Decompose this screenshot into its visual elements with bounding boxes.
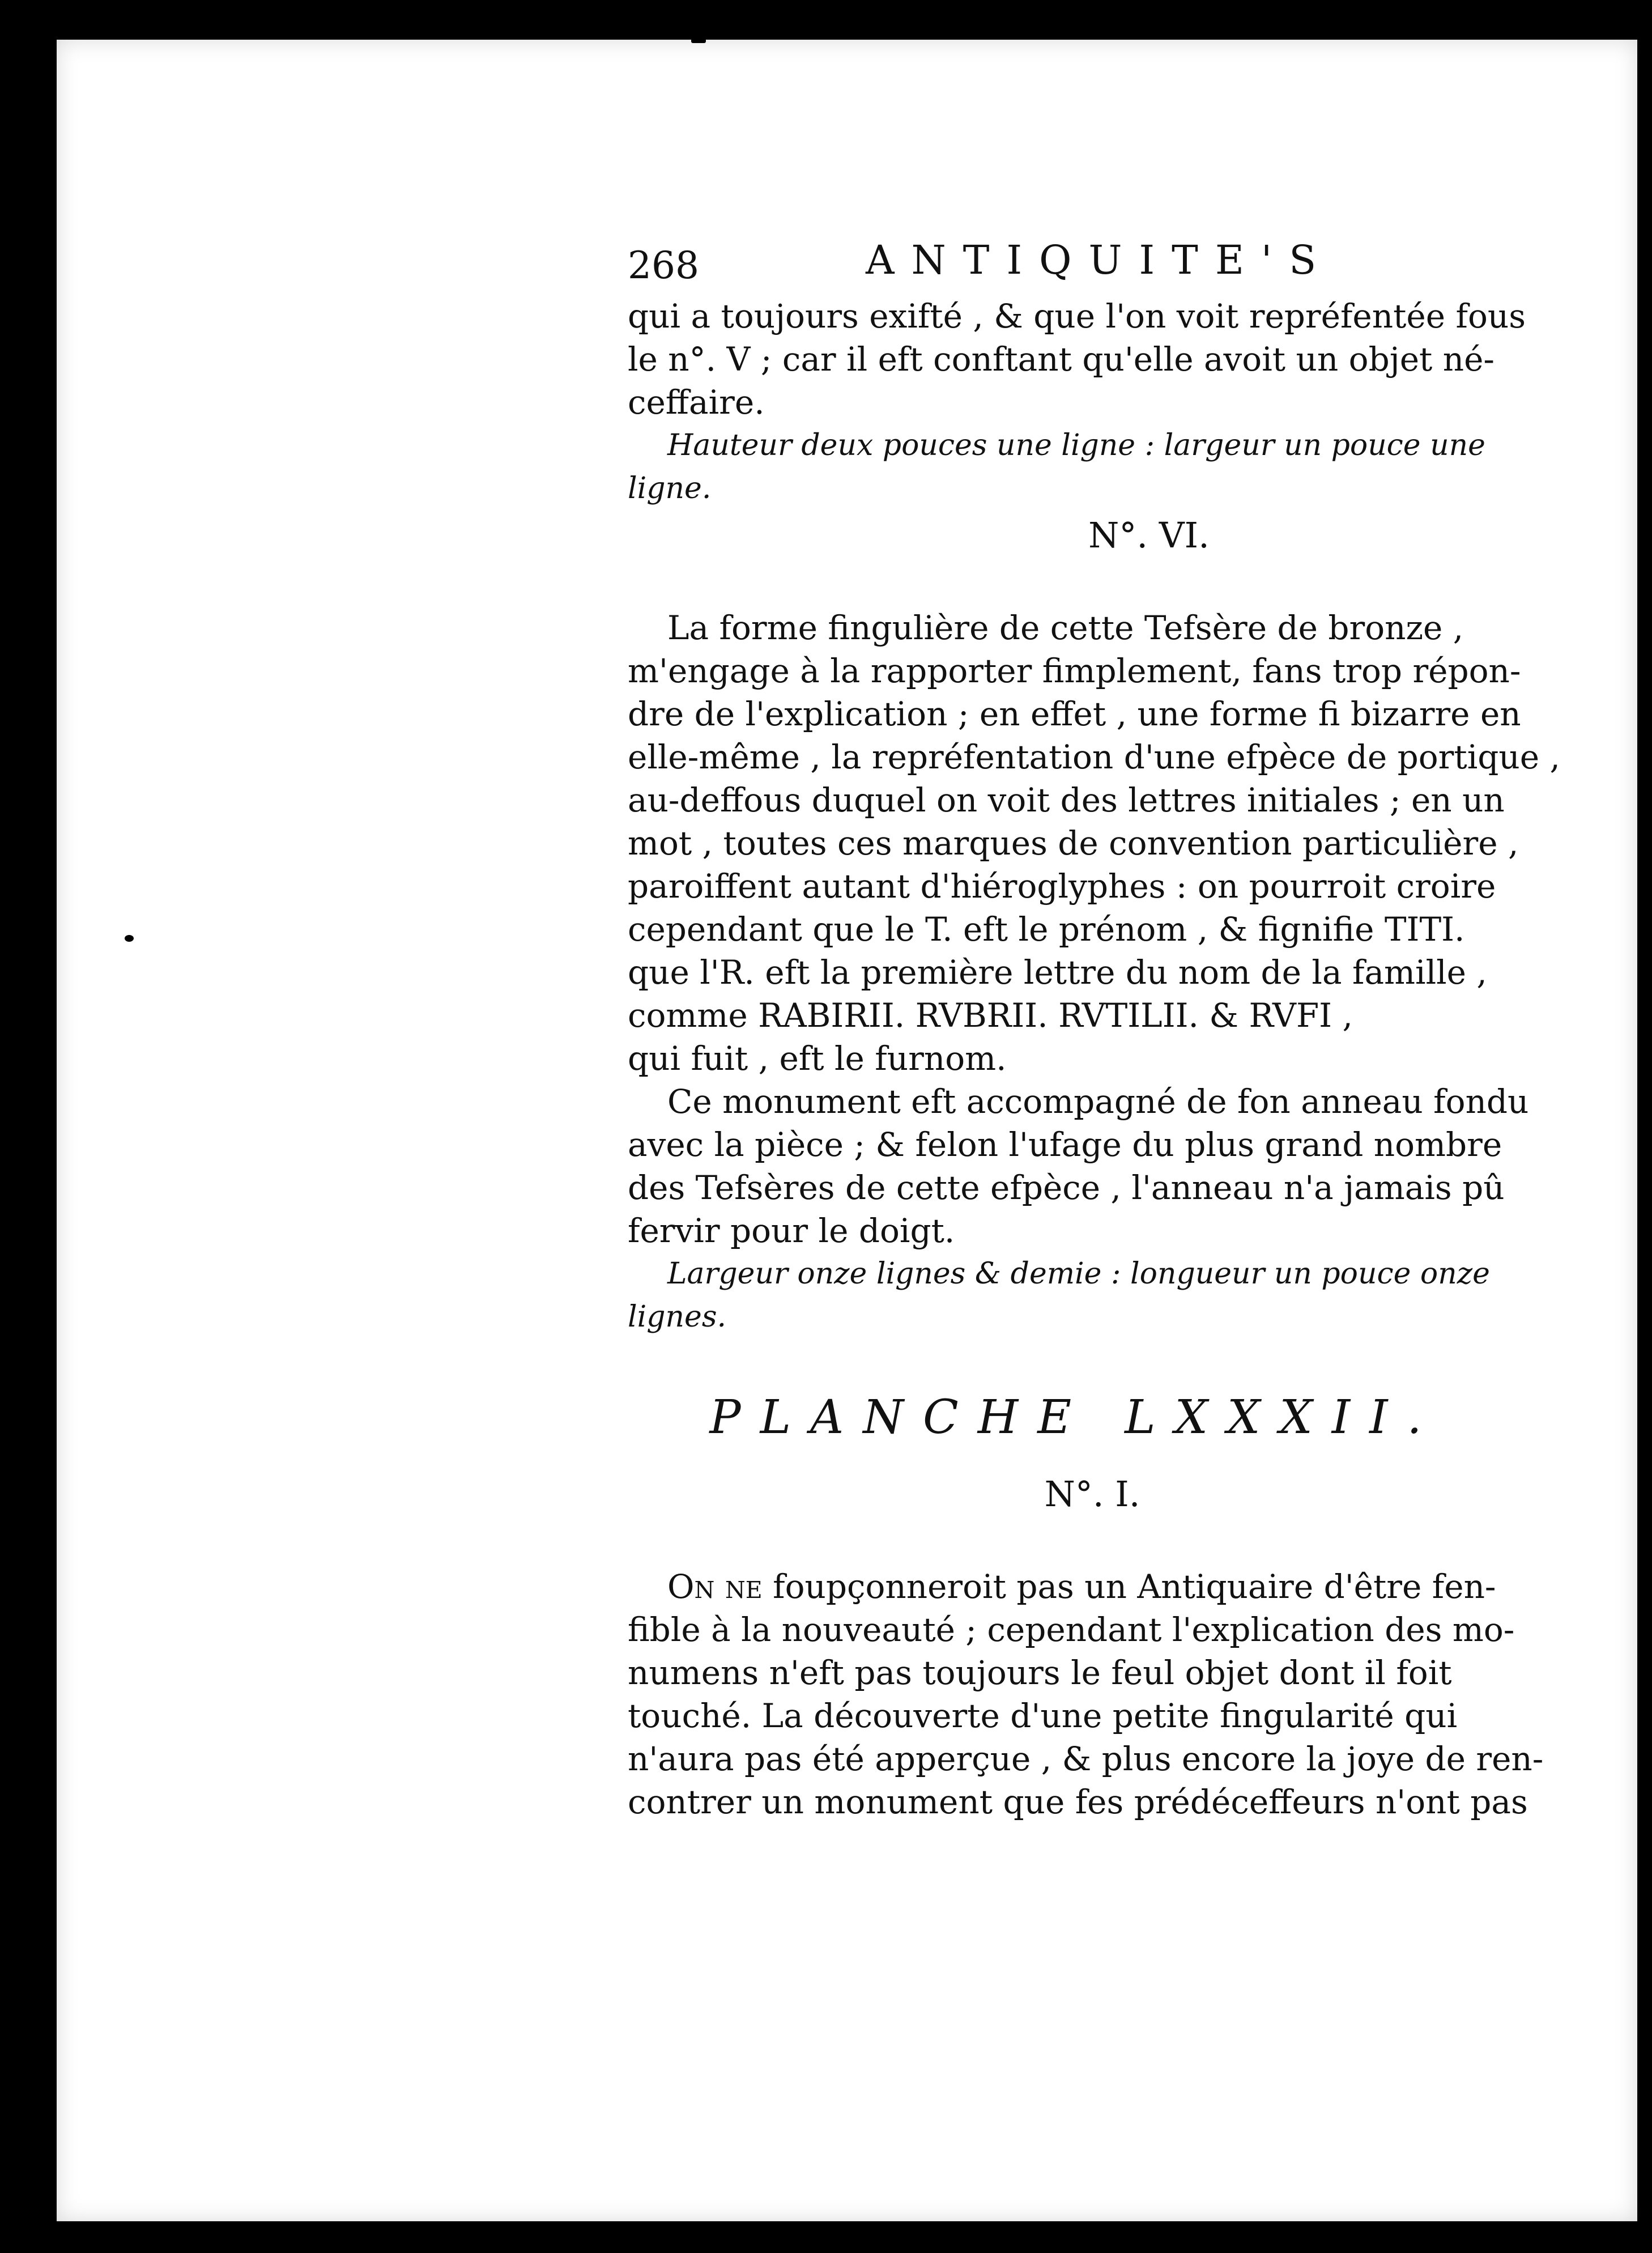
section-vi-paragraph-1 — [628, 606, 1560, 1080]
text-line: contrer un monument que fes prédéceffeurs n'ont pas — [628, 1783, 1528, 1821]
section-heading-vi: N°. VI. — [1088, 515, 1210, 556]
text-block — [628, 232, 1560, 1823]
book-page — [57, 40, 1637, 2221]
text-line: ceffaire. — [628, 383, 765, 422]
text-line: paroiffent autant d'hiéroglyphes : on pourroit croire — [628, 867, 1496, 906]
text-line: au-deffous duquel on voit des lettres initiales ; en un — [628, 781, 1505, 819]
page-number: 268 — [628, 244, 699, 287]
running-title: ANTIQUITE'S — [866, 237, 1334, 283]
text-line: qui a toujours exifté , & que l'on voit repréfentée fous — [628, 297, 1526, 335]
text-line: Ce monument eft accompagné de fon anneau fondu — [667, 1082, 1529, 1121]
ink-speck — [125, 935, 134, 942]
text-line-rest: foupçonneroit pas un Antiquaire d'être fen- — [762, 1567, 1496, 1606]
caption-dimensions-v — [628, 424, 1523, 510]
caption-line: ligne. — [628, 471, 712, 505]
lead-words: On ne — [667, 1567, 763, 1606]
text-line: numens n'eft pas toujours le feul objet dont il foit — [628, 1653, 1452, 1692]
text-line: mot , toutes ces marques de convention particulière , — [628, 824, 1519, 862]
text-line: comme RABIRII. RVBRII. RVTILII. & RVFI , — [628, 996, 1353, 1035]
top-paragraph — [628, 295, 1526, 424]
section-vi-paragraph-2 — [628, 1080, 1529, 1252]
caption-line: Hauteur deux pouces une ligne : largeur un pouce une — [667, 428, 1485, 462]
text-line — [628, 1565, 1523, 1608]
text-line: des Tefsères de cette efpèce , l'anneau n'a jamais pû — [628, 1168, 1505, 1207]
text-line: qui fuit , eft le furnom. — [628, 1039, 1007, 1078]
plate-number: N°. I. — [1044, 1473, 1140, 1515]
caption-dimensions-vi — [628, 1252, 1523, 1338]
text-line: avec la pièce ; & felon l'ufage du plus grand nombre — [628, 1125, 1502, 1164]
text-line: cependant que le T. eft le prénom , & fignifie TITI. — [628, 910, 1465, 949]
text-line: elle-même , la repréfentation d'une efpèce de portique , — [628, 738, 1560, 776]
plate-heading: PLANCHE LXXXII. — [709, 1391, 1441, 1444]
caption-line: Largeur onze lignes & demie : longueur un pouce onze — [667, 1257, 1490, 1291]
text-line: touché. La découverte d'une petite fingularité qui — [628, 1697, 1458, 1735]
text-line: que l'R. eft la première lettre du nom de la famille , — [628, 953, 1487, 992]
running-head — [628, 232, 1523, 295]
text-line: le n°. V ; car il eft conftant qu'elle avoit un objet né- — [628, 340, 1495, 379]
text-line: fible à la nouveauté ; cependant l'explication des mo- — [628, 1610, 1515, 1649]
caption-line: lignes. — [628, 1300, 727, 1334]
ink-speck — [691, 39, 706, 43]
text-line: fervir pour le doigt. — [628, 1211, 955, 1250]
text-line: n'aura pas été apperçue , & plus encore la joye de ren- — [628, 1740, 1544, 1778]
plate-paragraph — [628, 1565, 1544, 1823]
text-line: dre de l'explication ; en effet , une forme fi bizarre en — [628, 695, 1521, 733]
text-line: m'engage à la rapporter fimplement, fans trop répon- — [628, 652, 1521, 690]
text-line: La forme fingulière de cette Tefsère de bronze , — [667, 609, 1464, 647]
